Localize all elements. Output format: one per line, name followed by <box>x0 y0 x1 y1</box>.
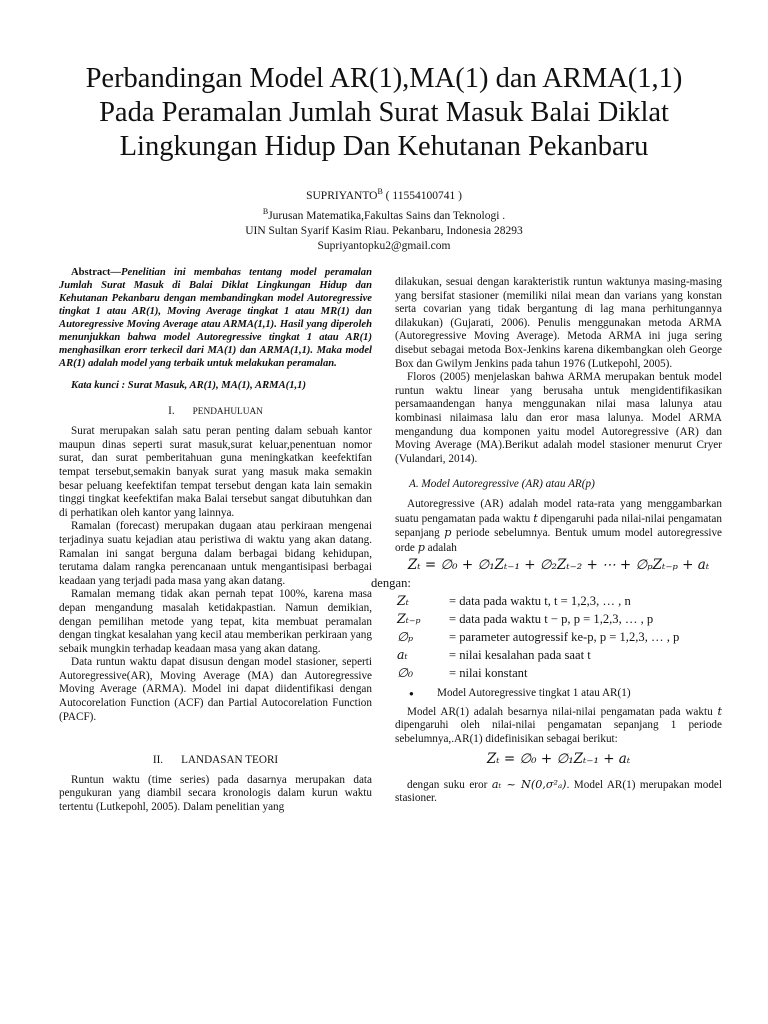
paragraph-r2: Floros (2005) menjelaskan bahwa ARMA merupakan bentuk model runtun waktu linear yang berusaha untuk mengidentifikasikan persamaandengan hanya menggunakan nilai masa lalunya atau kombinasi nilaimasa lalu dan eror masa lalunya. Model ARMA mengandung dua komponen yaitu model Autoregressive (AR) dan Moving Average (MA).Berikut adalah model stasioner menurut Cryer (Vulandari, 2014). <box>395 371 722 465</box>
definition-row <box>397 592 722 610</box>
r3-text-c: periode sebelumnya. Bentuk umum model autoregressive orde <box>395 527 722 554</box>
definition-row <box>397 610 722 628</box>
abstract <box>59 266 372 370</box>
definition-text: = data pada waktu t, t = 1,2,3, … , n <box>449 594 631 609</box>
section-1-title: PENDAHULUAN <box>192 406 263 417</box>
definitions-list <box>395 592 722 682</box>
definitions-intro <box>371 575 722 592</box>
r3-text-a: Autoregressive (AR) adalah model rata-rata yang menggambarkan suatu pengamatan pada waktu <box>395 497 722 525</box>
paragraph-2: Ramalan (forecast) merupakan dugaan atau perkiraan mengenai terjadinya suatu kejadian atau peristiwa di waktu yang akan datang. Ramalan ini sangat berguna dalam berbagai bidang kehidupan, terutama dalam rangka perencanaan untuk mengantisipasi berbagai keadaan yang terjadi pada masa yang akan datang. <box>59 520 372 587</box>
keywords: Kata kunci : Surat Masuk, AR(1), MA(1), ARMA(1,1) <box>71 380 306 391</box>
author-email: Supriyantopku2@gmail.com <box>317 239 451 252</box>
title-line-3: Lingkungan Hidup Dan Kehutanan Pekanbaru <box>119 131 649 162</box>
bullet-ar1 <box>409 687 722 701</box>
definition-text: = nilai konstant <box>449 666 528 681</box>
r3-text-d: adalah <box>424 541 457 554</box>
equation-ar1: Zₜ = ∅₀ + ∅₁Zₜ₋₁ + aₜ <box>486 750 631 767</box>
definition-symbol: aₜ <box>397 647 408 663</box>
definition-row <box>397 628 722 646</box>
affiliation-line-1 <box>40 204 728 224</box>
definition-text: = data pada waktu t − p, p = 1,2,3, … , p <box>449 612 654 627</box>
left-column <box>59 266 372 815</box>
section-1-number: I. <box>168 404 175 417</box>
title-line-2: Pada Peramalan Jumlah Surat Masuk Balai Diklat <box>99 97 669 128</box>
definition-row <box>397 664 722 682</box>
r5-text-b: . Model AR(1) merupakan model stasioner. <box>395 778 723 805</box>
r5-text-a: dengan suku eror <box>407 778 492 791</box>
paragraph-1: Surat merupakan salah satu peran penting dalam sebuah kantor maupun dinas seperti surat masuk,surat keluar,penentuan nomor surat, dan surat pemberitahuan guna meningkatkan keefektifan tempat tersebut,semakin banyak surat yang masuk maka semakin besar peluang keefektifan tempat tersebut dengan kata lain semakin tinggi tingkat keefektifan maka Balai tersebut sangat dibutuhkan dan di perhatikan oleh kantor yang lainnya. <box>59 425 372 519</box>
definition-symbol: Zₜ₋ₚ <box>397 611 421 627</box>
abstract-label: Abstract— <box>71 267 122 278</box>
definition-symbol: ∅ₚ <box>397 629 414 645</box>
author-name: SUPRIYANTO <box>306 189 378 202</box>
definition-text: = parameter autogressif ke-p, p = 1,2,3, … , p <box>449 630 680 645</box>
author-id: ( 11554100741 ) <box>382 189 462 202</box>
section-heading-1 <box>59 405 372 420</box>
definition-row <box>397 646 722 664</box>
r5-math: aₜ ~ N(0,σ²ₐ) <box>491 777 567 791</box>
definition-symbol: Zₜ <box>397 593 409 609</box>
r4-math-t: t <box>717 704 722 718</box>
affiliation-text-1: Jurusan Matematika,Fakultas Sains dan Teknologi . <box>268 209 506 222</box>
section-heading-2 <box>59 754 372 768</box>
bullet-text: Model Autoregressive tingkat 1 atau AR(1) <box>437 687 631 700</box>
author-sup: B <box>377 187 383 196</box>
definition-symbol: ∅₀ <box>397 665 414 681</box>
r3-math-p: p <box>444 526 452 540</box>
paragraph-3: Ramalan memang tidak akan pernah tepat 100%, karena masa depan mengandung masalah ketidakpastian. Namun demikian, dengan pemilihan metode yang tepat, kita membuat peramalan dengan tingkat kesalahan yang kecil atau memberikan perkiraan yang sebaik mungkin terhadap keadaan masa yang akan datang. <box>59 588 372 655</box>
dengan-label: dengan: <box>371 576 411 591</box>
subsection-heading-a: A. Model Autoregressive (AR) atau AR(p) <box>409 478 595 491</box>
paper-title <box>40 62 728 164</box>
section-2-number: II. <box>152 754 164 767</box>
title-line-1: Perbandingan Model AR(1),MA(1) dan ARMA(1,1) <box>85 63 683 94</box>
paragraph-r5 <box>395 778 722 806</box>
definition-text: = nilai kesalahan pada saat t <box>449 648 591 663</box>
section-2-title: LANDASAN TEORI <box>181 754 279 767</box>
r4-text-a: Model AR(1) adalah besarnya nilai-nilai pengamatan pada waktu <box>407 705 718 718</box>
author-block <box>40 184 728 254</box>
equation-ar-p: Zₜ = ∅₀ + ∅₁Zₜ₋₁ + ∅₂Zₜ₋₂ + ⋯ + ∅ₚZₜ₋ₚ + aₜ <box>407 557 710 574</box>
r4-text-b: dipengaruhi oleh nilai-nilai pengamatan sepanjang 1 periode sebelumnya,.AR(1) didefinisikan sebagai berikut: <box>395 719 722 746</box>
paragraph-5: Runtun waktu (time series) pada dasarnya merupakan data pengukuran yang diambil secara kronologis dalam kurun waktu tertentu (Lutkepohl, 2005). Dalam penelitian yang <box>59 773 372 814</box>
affiliation-line-2: UIN Sultan Syarif Kasim Riau. Pekanbaru, Indonesia 28293 <box>245 224 523 237</box>
paragraph-r1: dilakukan, sesuai dengan karakteristik runtun waktunya masing-masing yang bersifat stasioner (memiliki nilai mean dan varians yang konstan serta covarian yang tidak bergantung di lag mana perhitungannya dilakukan) (Gujarati, 2006). Penulis menggunakan metoda ARMA (Autoregressive Moving Average). Metoda ARMA ini juga sering disebut sebagai metoda Box-Jenkins karena dikembangkan oleh George Box dan Gwilym Jenkins pada tahun 1976 (Lutkepohl, 2005). <box>395 276 722 370</box>
r3-math-p2: p <box>417 540 425 554</box>
bullet-dot-icon: ● <box>409 689 414 699</box>
abstract-text: Penelitian ini membahas tentang model peramalan Jumlah Surat Masuk di Balai Diklat Lingkungan Hidup dan Kehutanan Pekanbaru dengan membandingkan model Autoregressive tingkat 1 atau AR(1), Moving Average tingkat 1 atau MR(1) dan Autoregressive Moving Average atau ARMA(1,1). Hasil yang diperoleh menunjukkan bahwa model Autoregressive tingkat 1 atau AR(1) menghasilkan erorr terkecil dari MA(1) dan ARMA(1,1). Maka model AR(1) adalah model yang terbaik untuk melakukan peramalan. <box>59 267 372 369</box>
paragraph-4: Data runtun waktu dapat disusun dengan model stasioner, seperti Autoregressive(AR), Moving Average (MA) dan Autoregressive Moving Average (ARMA). Model ini dapat diidentifikasi dengan Autocorelation Function (ACF) dan Partial Autocorelation Function (PACF). <box>59 656 372 723</box>
author-line <box>40 184 728 204</box>
right-column <box>371 276 723 806</box>
r3-text-b: dipengaruhi pada nilai-nilai pengamatan sepanjang <box>395 512 722 540</box>
paragraph-r3 <box>395 498 722 555</box>
r3-math-t: t <box>533 511 538 525</box>
paragraph-r4 <box>395 705 722 747</box>
affiliation-sup: B <box>262 206 269 216</box>
